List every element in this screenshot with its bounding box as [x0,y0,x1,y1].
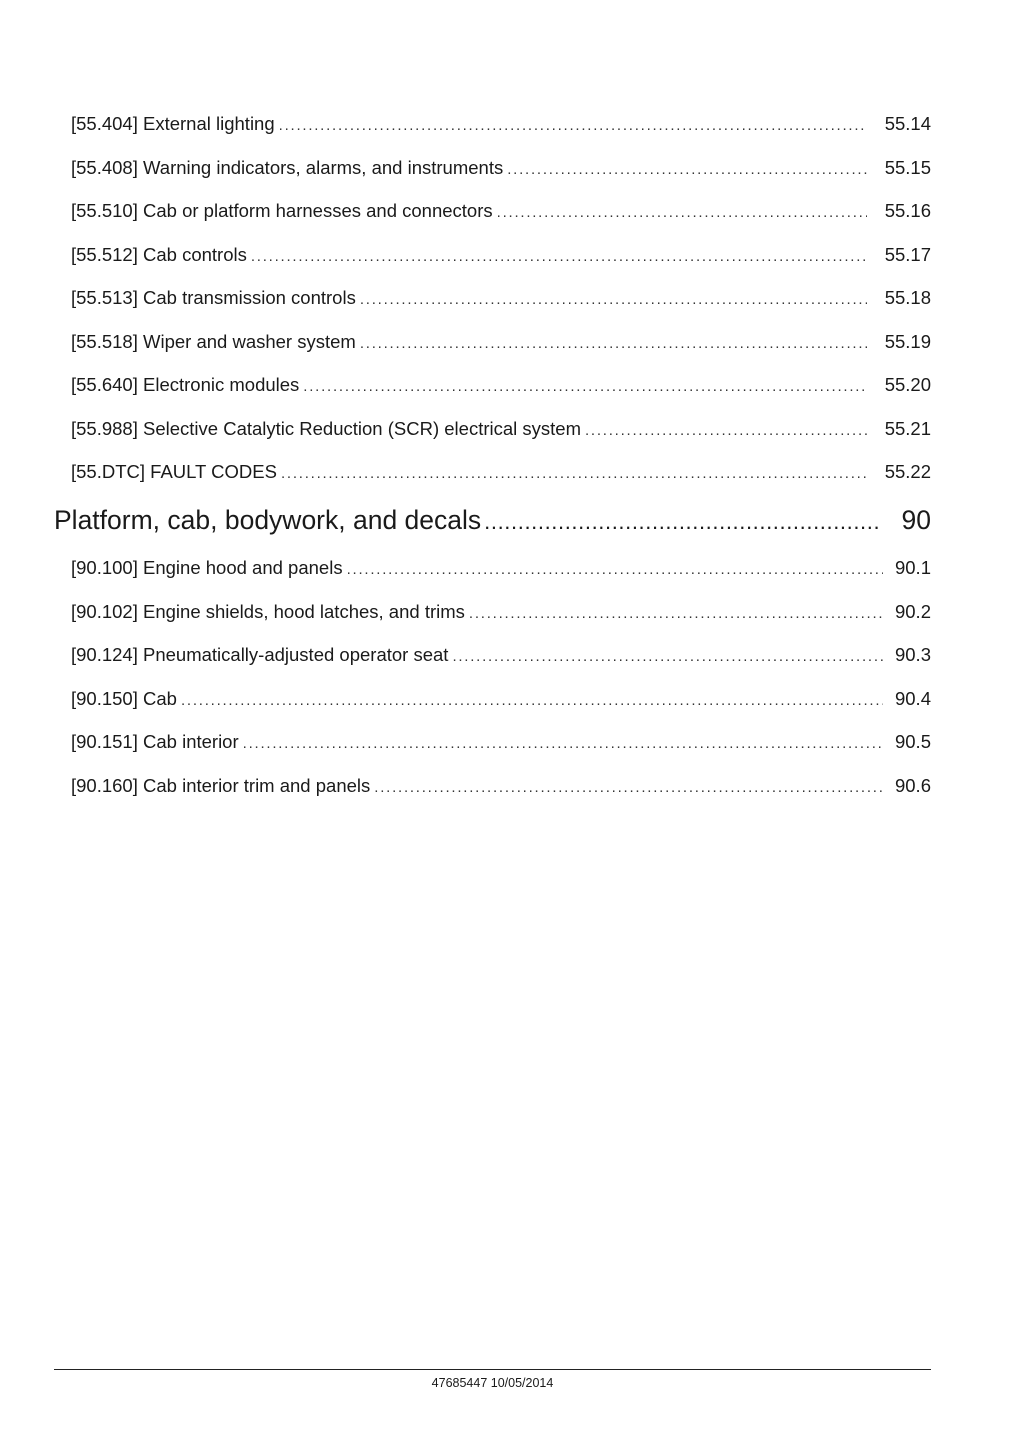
dot-leader [347,558,883,582]
toc-entry-page: 90.3 [894,644,931,665]
toc-entry-page: 90.4 [894,688,931,709]
dot-leader [251,245,867,269]
dot-leader [243,732,883,756]
toc-entry-page: 55.17 [884,244,931,265]
footer-divider [54,1369,931,1370]
dot-leader [452,645,883,669]
footer-document-id: 47685447 10/05/2014 [431,1376,554,1390]
section-title: Platform, cab, bodywork, and decals [54,505,482,535]
toc-entry[interactable] [71,687,931,711]
dot-leader [360,288,867,312]
toc-entry-page: 90.5 [894,731,931,752]
dot-leader [279,114,867,138]
toc-entry-page: 55.19 [884,331,931,352]
toc-entry-page: 90.6 [894,775,931,796]
toc-entry-label: [55.518] Wiper and washer system [71,331,356,352]
dot-leader [281,462,867,486]
toc-entry-label: [90.102] Engine shields, hood latches, and trims [71,601,465,622]
toc-entry-page: 55.22 [884,461,931,482]
toc-entry-label: [90.100] Engine hood and panels [71,557,343,578]
toc-entry-label: [55.510] Cab or platform harnesses and connectors [71,200,493,221]
section-page: 90 [901,505,931,535]
toc-entry[interactable] [71,243,931,267]
toc-entry-label: [90.150] Cab [71,688,177,709]
toc-entry[interactable] [71,730,931,754]
dot-leader [181,689,883,713]
toc-entry[interactable] [71,330,931,354]
dot-leader [303,375,867,399]
toc-entry-label: [55.640] Electronic modules [71,374,300,395]
toc-entry-page: 90.1 [894,557,931,578]
toc-entry-label: [90.160] Cab interior trim and panels [71,775,371,796]
toc-entry-page: 55.21 [884,418,931,439]
toc-entry[interactable] [71,600,931,624]
toc-entry-label: [55.DTC] FAULT CODES [71,461,277,482]
dot-leader [507,158,867,182]
toc-entry-label: [90.151] Cab interior [71,731,239,752]
dot-leader [469,602,883,626]
dot-leader [497,201,867,225]
toc-entry[interactable] [71,156,931,180]
toc-entry-label: [55.408] Warning indicators, alarms, and instruments [71,157,504,178]
toc-entry[interactable] [71,112,931,136]
toc-entry[interactable] [71,556,931,580]
toc-entry[interactable] [71,199,931,223]
toc-entry-label: [55.404] External lighting [71,113,275,134]
toc-entry[interactable] [71,774,931,798]
toc-entry-label: [55.512] Cab controls [71,244,247,265]
toc-entry-label: [55.988] Selective Catalytic Reduction (SCR) electrical system [71,418,581,439]
dot-leader [374,776,883,800]
dot-leader [484,505,881,539]
toc-entry[interactable] [71,643,931,667]
toc-entry-page: 55.16 [884,200,931,221]
toc-entry-label: [55.513] Cab transmission controls [71,287,356,308]
toc-section-heading[interactable] [54,503,931,537]
dot-leader [360,332,867,356]
toc-entry[interactable] [71,417,931,441]
toc-entry[interactable] [71,373,931,397]
dot-leader [585,419,867,443]
toc-entry-label: [90.124] Pneumatically-adjusted operator seat [71,644,449,665]
toc-entry-page: 55.14 [884,113,931,134]
toc-entry-page: 90.2 [894,601,931,622]
toc-entry-page: 55.15 [884,157,931,178]
toc-entry[interactable] [71,286,931,310]
toc-entry-page: 55.20 [884,374,931,395]
toc-entry[interactable] [71,460,931,484]
toc-entry-page: 55.18 [884,287,931,308]
